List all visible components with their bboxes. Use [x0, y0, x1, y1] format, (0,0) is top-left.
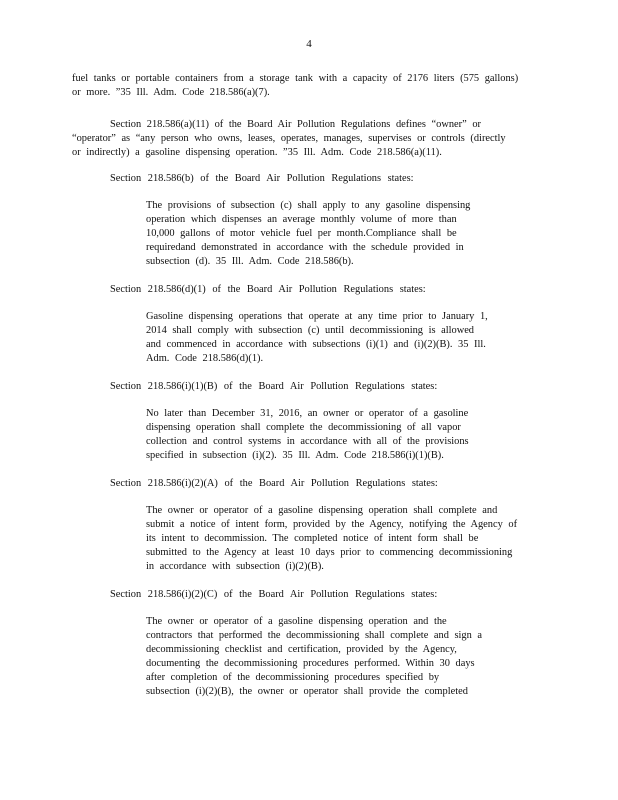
quote-line: operation which dispenses an average monthly volume of more than: [146, 214, 457, 225]
paragraph-line: fuel tanks or portable containers from a storage tank with a capacity of 2176 liters (575 gallons): [72, 73, 519, 84]
definition-paragraph: [72, 118, 542, 160]
section-intro: Section 218.586(i)(2)(A) of the Board Air Pollution Regulations states:: [110, 478, 438, 489]
quote-line: dispensing operation shall complete the decommissioning of all vapor: [146, 422, 461, 433]
quote-line: in accordance with subsection (i)(2)(B).: [146, 561, 324, 572]
quote-line: 2014 shall comply with subsection (c) until decommissioning is allowed: [146, 325, 475, 336]
quote-line: Gasoline dispensing operations that operate at any time prior to January 1,: [146, 311, 488, 322]
quote-line: The provisions of subsection (c) shall apply to any gasoline dispensing: [146, 200, 471, 211]
section-intro: Section 218.586(b) of the Board Air Pollution Regulations states:: [110, 173, 414, 184]
paragraph-line: Section 218.586(a)(11) of the Board Air Pollution Regulations defines “owner” or: [110, 119, 481, 130]
quote-line: requiredand demonstrated in accordance with the schedule provided in: [146, 242, 464, 253]
section-intro: Section 218.586(i)(2)(C) of the Board Air Pollution Regulations states:: [110, 589, 438, 600]
section-quote: [146, 199, 536, 269]
quote-line: submit a notice of intent form, provided by the Agency, notifying the Agency of: [146, 519, 518, 530]
quote-line: The owner or operator of a gasoline dispensing operation shall complete and: [146, 505, 498, 516]
quote-line: specified in subsection (i)(2). 35 Ill. Adm. Code 218.586(i)(1)(B).: [146, 450, 444, 461]
section-intro: Section 218.586(d)(1) of the Board Air Pollution Regulations states:: [110, 284, 426, 295]
section-quote: [146, 504, 536, 574]
quote-line: subsection (d). 35 Ill. Adm. Code 218.586(b).: [146, 256, 354, 267]
quote-line: submitted to the Agency at least 10 days prior to commencing decommissioning: [146, 547, 513, 558]
section-quote: [146, 310, 536, 366]
quote-line: The owner or operator of a gasoline dispensing operation and the: [146, 616, 447, 627]
quote-line: contractors that performed the decommissioning shall complete and sign a: [146, 630, 483, 641]
quote-line: collection and control systems in accordance with all of the provisions: [146, 436, 469, 447]
quote-line: documenting the decommissioning procedures performed. Within 30 days: [146, 658, 475, 669]
quote-line: after completion of the decommissioning procedures specified by: [146, 672, 440, 683]
paragraph-line: or more. ”35 Ill. Adm. Code 218.586(a)(7).: [72, 87, 270, 98]
quote-line: decommissioning checklist and certification, provided by the Agency,: [146, 644, 457, 655]
lead-paragraph: [72, 72, 542, 100]
paragraph-line: or indirectly) a gasoline dispensing operation. ”35 Ill. Adm. Code 218.586(a)(11).: [72, 147, 442, 158]
paragraph-line: “operator” as “any person who owns, leases, operates, manages, supervises or controls (directly: [72, 133, 506, 144]
quote-line: No later than December 31, 2016, an owner or operator of a gasoline: [146, 408, 469, 419]
section-intro: Section 218.586(i)(1)(B) of the Board Air Pollution Regulations states:: [110, 381, 438, 392]
page-number: 4: [306, 38, 312, 50]
quote-line: and commenced in accordance with subsections (i)(1) and (i)(2)(B). 35 Ill.: [146, 339, 486, 350]
section-quote: [146, 407, 536, 463]
section-quote: [146, 615, 536, 699]
quote-line: subsection (i)(2)(B), the owner or operator shall provide the completed: [146, 686, 468, 697]
quote-line: its intent to decommission. The completed notice of intent form shall be: [146, 533, 479, 544]
quote-line: 10,000 gallons of motor vehicle fuel per month.Compliance shall be: [146, 228, 457, 239]
quote-line: Adm. Code 218.586(d)(1).: [146, 353, 264, 364]
